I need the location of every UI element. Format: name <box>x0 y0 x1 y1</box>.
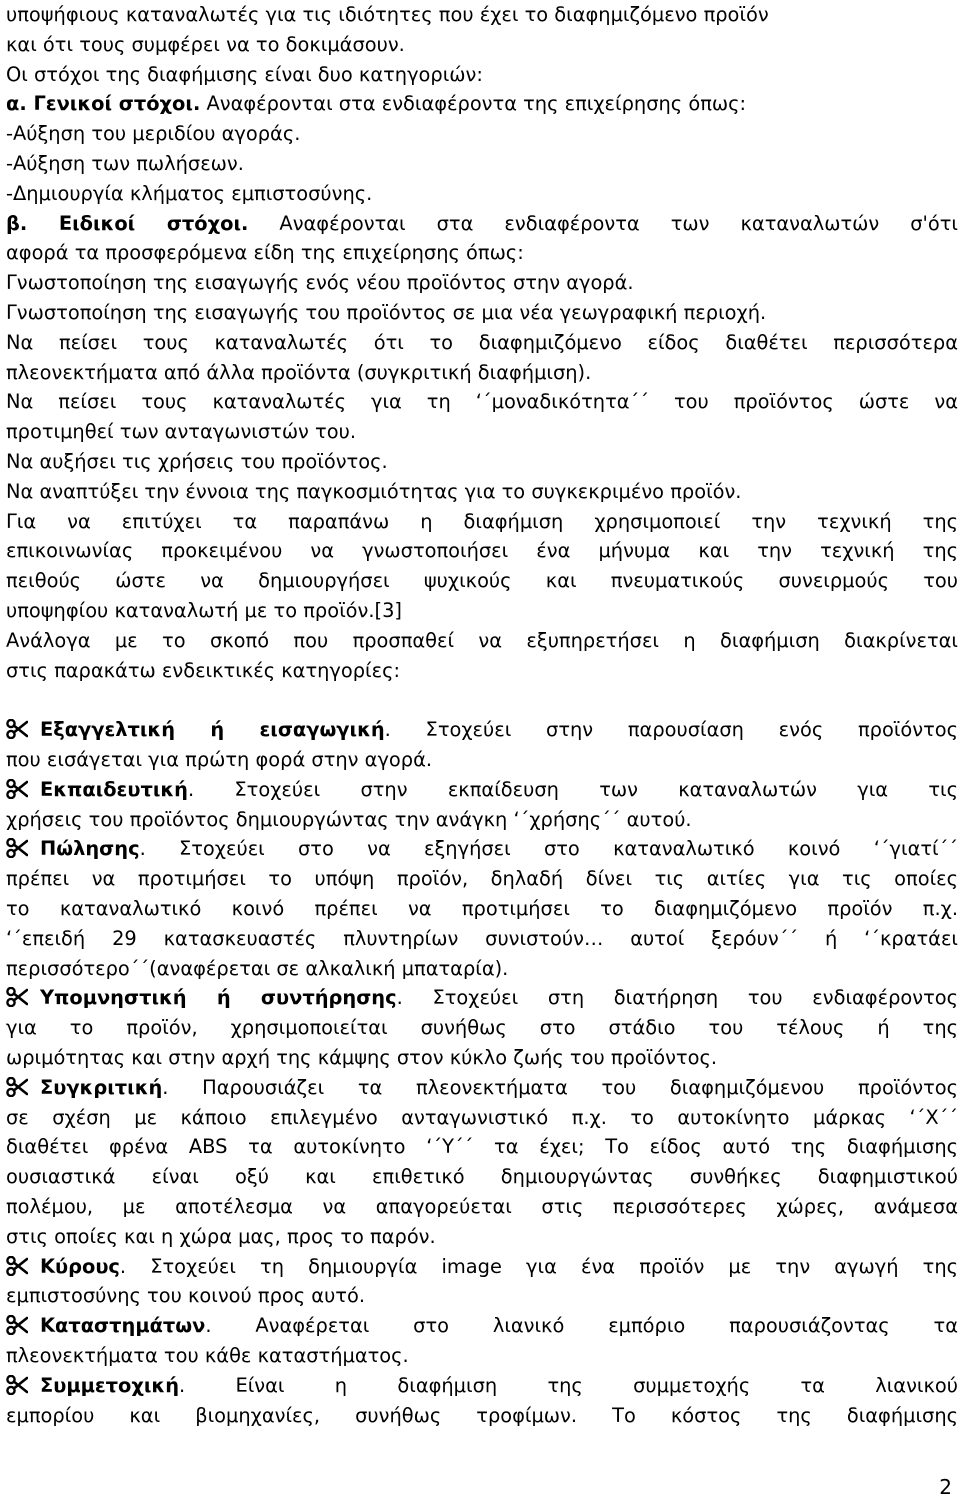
scissors-icon <box>6 983 40 1013</box>
scissors-icon <box>6 1073 40 1103</box>
line-text: το καταναλωτικό κοινό πρέπει να προτιμήσει το διαφημιζόμενο προϊόν π.χ. <box>6 897 958 920</box>
line-text: Γνωστοποίηση της εισαγωγής του προϊόντος σε μια νέα γεωγραφική περιοχή. <box>6 301 767 324</box>
text-line <box>6 119 958 149</box>
text-line <box>6 924 958 954</box>
text-line <box>6 149 958 179</box>
line-text: ωριμότητας και στην αρχή της κάμψης στον κύκλο ζωής του προϊόντος. <box>6 1046 718 1069</box>
scissors-icon <box>6 834 40 864</box>
line-text: πλεονεκτήματα του κάθε καταστήματος. <box>6 1344 409 1367</box>
bullet-item <box>6 1252 958 1282</box>
line-text: ουσιαστικά είναι οξύ και επιθετικό δημιουργώντας συνθήκες διαφημιστικού <box>6 1165 958 1189</box>
line-text: πρέπει να προτιμήσει το υπόψη προϊόν, δηλαδή δίνει τις αιτίες για τις οποίες <box>6 867 958 891</box>
text-line <box>6 179 958 209</box>
text-line <box>6 745 958 775</box>
bullet-item <box>6 1073 958 1103</box>
line-text: στις παρακάτω ενδεικτικές κατηγορίες: <box>6 658 401 682</box>
line-text: εμπορίου και βιομηχανίες, συνήθως τροφίμων. Το κόστος της διαφήμισης <box>6 1403 958 1427</box>
line-text: . Στοχεύει στην εκπαίδευση των καταναλωτών για τις <box>187 777 958 801</box>
page-number: 2 <box>939 1475 952 1499</box>
line-text: . Αναφέρεται στο λιανικό εμπόριο παρουσιάζοντας τα <box>205 1314 958 1338</box>
bullet-item <box>6 834 958 864</box>
bold-term: Κύρους <box>40 1254 120 1278</box>
text-line <box>6 89 958 119</box>
text-line <box>6 566 958 596</box>
bold-term: Συμμετοχική <box>40 1373 180 1397</box>
bold-term: Καταστημάτων <box>40 1314 206 1338</box>
line-text: Ανάλογα με το σκοπό που προσπαθεί να εξυπηρετήσει η διαφήμιση διακρίνεται <box>6 628 958 652</box>
text-line <box>6 1103 958 1133</box>
text-line <box>6 805 958 835</box>
text-line <box>6 328 958 358</box>
line-text: Να αυξήσει τις χρήσεις του προϊόντος. <box>6 450 388 473</box>
line-text: αφορά τα προσφερόμενα είδη της επιχείρησης όπως: <box>6 241 524 265</box>
line-text: Αναφέρονται στα ενδιαφέροντα της επιχείρησης όπως: <box>200 92 747 116</box>
line-text: και ότι τους συμφέρει να το δοκιμάσουν. <box>6 32 405 56</box>
bold-term: Υπομνηστική ή συντήρησης <box>40 986 397 1010</box>
bold-term: β. Ειδικοί στόχοι. <box>6 211 249 235</box>
line-text: Για να επιτύχει τα παραπάνω η διαφήμιση χρησιμοποιεί την τεχνική της <box>6 509 958 533</box>
text-line <box>6 864 958 894</box>
bold-term: Εκπαιδευτική <box>40 777 188 801</box>
text-line <box>6 209 958 239</box>
line-text: για το προϊόν, χρησιμοποιείται συνήθως στο στάδιο του τέλους ή της <box>6 1016 958 1040</box>
bullet-item <box>6 775 958 805</box>
text-line <box>6 1043 958 1073</box>
text-line <box>6 1192 958 1222</box>
line-text: ‘΄επειδή 29 κατασκευαστές πλυντηρίων συνιστούν… αυτοί ξερόυν΄΄ ή ‘΄κρατάει <box>6 926 958 950</box>
text-line <box>6 417 958 447</box>
text-line <box>6 1281 958 1311</box>
line-text: διαθέτει φρένα ABS τα αυτοκίνητο ‘΄Υ΄΄ τα έχει; Το είδος αυτό της διαφήμισης <box>6 1135 958 1159</box>
line-text: υποψηφίου καταναλωτή με το προϊόν.[3] <box>6 599 402 622</box>
text-line <box>6 60 958 90</box>
text-line <box>6 268 958 298</box>
text-line <box>6 0 958 30</box>
line-text: περισσότερο΄΄(αναφέρεται σε αλκαλική μπαταρία). <box>6 956 509 980</box>
line-text: . Είναι η διαφήμιση της συμμετοχής τα λιανικού <box>179 1373 958 1397</box>
scissors-icon <box>6 1311 40 1341</box>
line-text: -Αύξηση του μεριδίου αγοράς. <box>6 122 301 146</box>
line-text: . Στοχεύει στο να εξηγήσει στο καταναλωτικό κοινό ‘΄γιατί΄΄ <box>139 837 958 861</box>
line-text: Οι στόχοι της διαφήμισης είναι δυο κατηγοριών: <box>6 62 483 86</box>
line-text: πλεονεκτήματα από άλλα προϊόντα (συγκριτική διαφήμιση). <box>6 360 592 384</box>
line-text: εμπιστοσύνης του κοινού προς αυτό. <box>6 1284 366 1308</box>
line-text: Να πείσει τους καταναλωτές για τη ‘΄μοναδικότητα΄΄ του προϊόντος ώστε να <box>6 390 958 414</box>
text-line <box>6 1132 958 1162</box>
text-line <box>6 626 958 656</box>
text-line <box>6 238 958 268</box>
text-line <box>6 685 958 715</box>
bold-term: Πώλησης <box>40 837 140 861</box>
bold-term: α. Γενικοί στόχοι. <box>6 92 201 116</box>
line-text: στις οποίες και η χώρα μας, προς το παρόν. <box>6 1224 436 1248</box>
line-text: Γνωστοποίηση της εισαγωγής ενός νέου προϊόντος στην αγορά. <box>6 271 634 295</box>
text-line <box>6 30 958 60</box>
text-line <box>6 656 958 686</box>
scissors-icon <box>6 1252 40 1282</box>
text-line <box>6 1341 958 1371</box>
line-text: . Στοχεύει στην παρουσίαση ενός προϊόντος <box>384 718 958 742</box>
line-text: υποψήφιους καταναλωτές για τις ιδιότητες που έχει το διαφημιζόμενο προϊόν <box>6 3 769 26</box>
text-line <box>6 536 958 566</box>
text-line <box>6 894 958 924</box>
line-text: Να πείσει τους καταναλωτές ότι το διαφημιζόμενο είδος διαθέτει περισσότερα <box>6 330 958 354</box>
text-line <box>6 596 958 626</box>
text-line <box>6 507 958 537</box>
text-line <box>6 387 958 417</box>
text-line <box>6 477 958 507</box>
line-text: χρήσεις του προϊόντος δημιουργώντας την ανάγκη ‘΄χρήσης΄΄ αυτού. <box>6 807 692 831</box>
bold-term: Εξαγγελτική ή εισαγωγική <box>40 718 385 742</box>
line-text: πειθούς ώστε να δημιουργήσει ψυχικούς και πνευματικούς συνειρμούς του <box>6 569 958 593</box>
bullet-item <box>6 983 958 1013</box>
line-text: . Στοχεύει στη διατήρηση του ενδιαφέροντος <box>396 986 958 1010</box>
line-text: Αναφέρονται στα ενδιαφέροντα των καταναλωτών σ'ότι <box>248 211 958 235</box>
line-text: . Παρουσιάζει τα πλεονεκτήματα του διαφημιζόμενου προϊόντος <box>162 1075 958 1099</box>
bold-term: Συγκριτική <box>40 1075 163 1099</box>
text-line <box>6 954 958 984</box>
bullet-item <box>6 1311 958 1341</box>
scissors-icon <box>6 1371 40 1401</box>
line-text: Να αναπτύξει την έννοια της παγκοσμιότητας για το συγκεκριμένο προϊόν. <box>6 479 742 503</box>
scissors-icon <box>6 775 40 805</box>
text-line <box>6 358 958 388</box>
text-line <box>6 447 958 477</box>
line-text: προτιμηθεί των ανταγωνιστών του. <box>6 420 356 444</box>
line-text: που εισάγεται για πρώτη φορά στην αγορά. <box>6 748 433 771</box>
bullet-item <box>6 715 958 745</box>
text-line <box>6 298 958 328</box>
line-text: σε σχέση με κάποιο επιλεγμένο ανταγωνιστικό π.χ. το αυτοκίνητο μάρκας ‘΄Χ΄΄ <box>6 1105 958 1129</box>
text-line <box>6 1162 958 1192</box>
line-text: πολέμου, με αποτέλεσμα να απαγορεύεται στις περισσότερες χώρες, ανάμεσα <box>6 1195 958 1218</box>
line-text: -Αύξηση των πωλήσεων. <box>6 152 244 175</box>
text-line <box>6 1013 958 1043</box>
text-line <box>6 1222 958 1252</box>
line-text: επικοινωνίας προκειμένου να γνωστοποιήσει ένα μήνυμα και την τεχνική της <box>6 539 958 563</box>
line-text: . Στοχεύει τη δημιουργία image για ένα προϊόν με την αγωγή της <box>119 1254 958 1278</box>
scissors-icon <box>6 715 40 745</box>
text-line <box>6 1401 958 1431</box>
line-text: -Δημιουργία κλήματος εμπιστοσύνης. <box>6 181 373 205</box>
bullet-item <box>6 1371 958 1401</box>
